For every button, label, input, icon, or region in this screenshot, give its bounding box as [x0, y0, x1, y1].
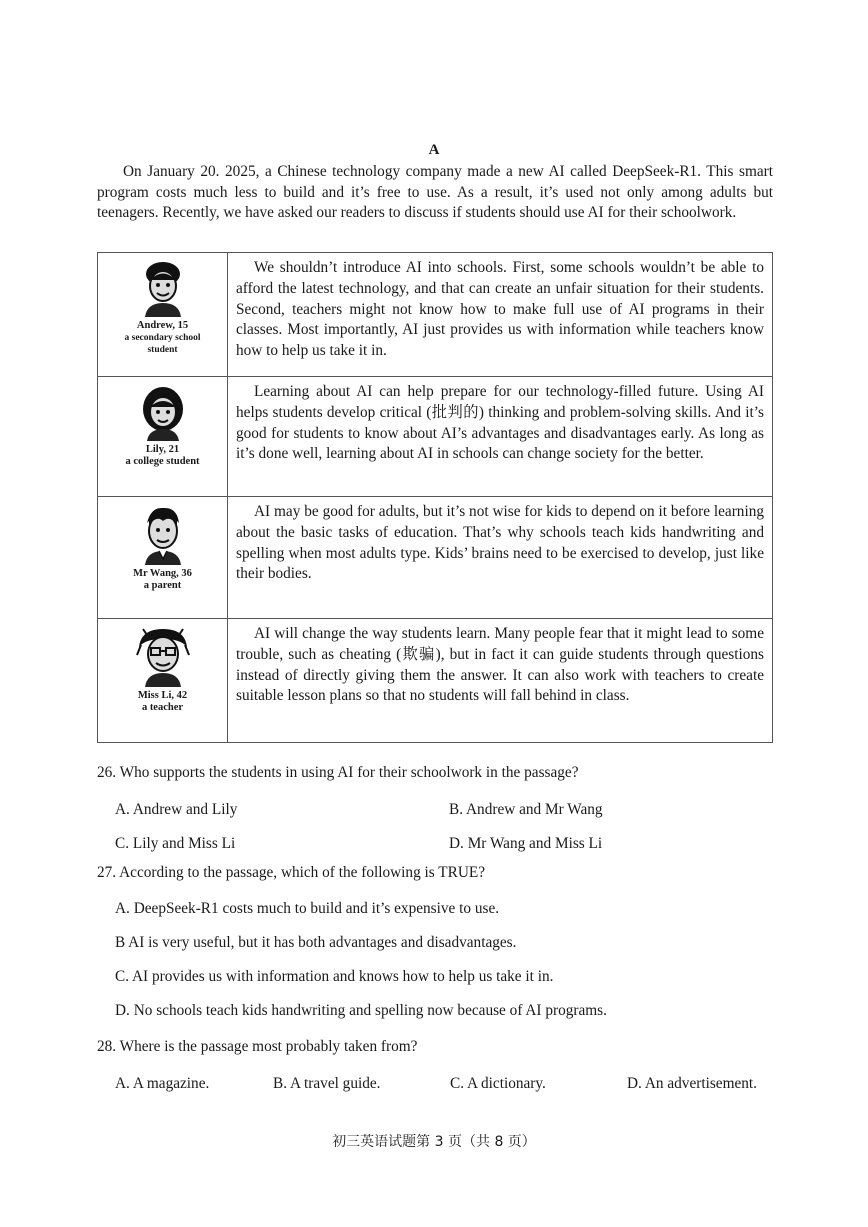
- opinion-text: We shouldn’t introduce AI into schools. First, some schools wouldn’t be able to afford the latest technology, and that can create an unfair situation for their students. Second, teachers might not know how to make full use of AI programs in their classes. Most importantly, AI just provides us with information while teachers know how to help us take it in.: [236, 259, 764, 360]
- option-b[interactable]: B. Andrew and Mr Wang: [449, 801, 603, 818]
- intro-text: On January 20. 2025, a Chinese technology company made a new AI called DeepSeek-R1. This smart program costs much less to build and it’s free to use. As a result, it’s used not only among adults but teenagers. Recently, we have asked our readers to discuss if students should use AI for their schoolwork.: [97, 163, 773, 221]
- question-26: [97, 764, 777, 864]
- question-27: [97, 864, 777, 1038]
- person-role: a teacher: [141, 702, 184, 713]
- option-d[interactable]: D. Mr Wang and Miss Li: [449, 835, 603, 852]
- opinion-row-miss-li: [98, 619, 773, 743]
- man-avatar-icon: [137, 503, 189, 565]
- opinion-cell: [228, 497, 773, 619]
- question-stem: 27. According to the passage, which of the following is TRUE?: [97, 864, 486, 881]
- option-d[interactable]: D. No schools teach kids handwriting and spelling now because of AI programs.: [115, 1002, 607, 1019]
- questions-section: [97, 764, 777, 1108]
- person-role: a secondary school student: [124, 333, 201, 355]
- option-a[interactable]: A. Andrew and Lily: [115, 801, 238, 818]
- girl-avatar-icon: [137, 383, 189, 441]
- person-cell: [98, 497, 228, 619]
- person-cell: [98, 377, 228, 497]
- intro-paragraph: [97, 162, 773, 224]
- opinion-cell: [228, 253, 773, 377]
- opinion-row-mr-wang: [98, 497, 773, 619]
- option-c[interactable]: C. Lily and Miss Li: [115, 835, 236, 852]
- person-role: a parent: [143, 580, 182, 591]
- question-28: [97, 1038, 777, 1108]
- person-name: Lily, 21: [145, 444, 180, 455]
- opinion-text: Learning about AI can help prepare for our technology-filled future. Using AI helps students develop critical (批判的) thinking and problem-solving skills. And it’s good for students to know about AI’s advantages and disadvantages early. As long as it’s done well, learning about AI in schools can change society for the better.: [236, 383, 764, 463]
- option-c[interactable]: C. A dictionary.: [450, 1075, 546, 1092]
- option-b[interactable]: B. A travel guide.: [273, 1075, 381, 1092]
- opinion-row-andrew: [98, 253, 773, 377]
- person-cell: [98, 619, 228, 743]
- opinions-table: [97, 252, 773, 743]
- section-heading: A: [428, 142, 440, 158]
- opinion-row-lily: [98, 377, 773, 497]
- question-stem: 26. Who supports the students in using AI for their schoolwork in the passage?: [97, 764, 579, 781]
- question-stem: 28. Where is the passage most probably taken from?: [97, 1038, 418, 1055]
- person-name: Andrew, 15: [136, 320, 189, 331]
- person-cell: [98, 253, 228, 377]
- option-a[interactable]: A. DeepSeek-R1 costs much to build and it’s expensive to use.: [115, 900, 500, 917]
- opinion-cell: [228, 377, 773, 497]
- person-name: Mr Wang, 36: [133, 568, 192, 579]
- opinion-text: AI may be good for adults, but it’s not wise for kids to depend on it before learning about the basic tasks of education. That’s why schools teach kids handwriting and spelling when most adults type. Kids’ brains need to be exercised to develop, just like their bodies.: [236, 503, 764, 583]
- person-role: a college student: [125, 456, 200, 467]
- woman-teacher-avatar-icon: [133, 625, 193, 687]
- opinion-cell: [228, 619, 773, 743]
- option-b[interactable]: B AI is very useful, but it has both advantages and disadvantages.: [115, 934, 517, 951]
- option-a[interactable]: A. A magazine.: [115, 1075, 210, 1092]
- option-d[interactable]: D. An advertisement.: [627, 1075, 757, 1092]
- option-c[interactable]: C. AI provides us with information and knows how to help us take it in.: [115, 968, 554, 985]
- person-name: Miss Li, 42: [137, 690, 188, 701]
- boy-avatar-icon: [137, 259, 189, 317]
- opinion-text: AI will change the way students learn. Many people fear that it might lead to some trouble, such as cheating (欺骗), but in fact it can guide students through questions instead of directly giving them the answer. It can also work with teachers to create suitable lesson plans so that no students will fall behind in class.: [236, 625, 764, 705]
- page-footer: 初三英语试题第 3 页（共 8 页）: [332, 1134, 536, 1150]
